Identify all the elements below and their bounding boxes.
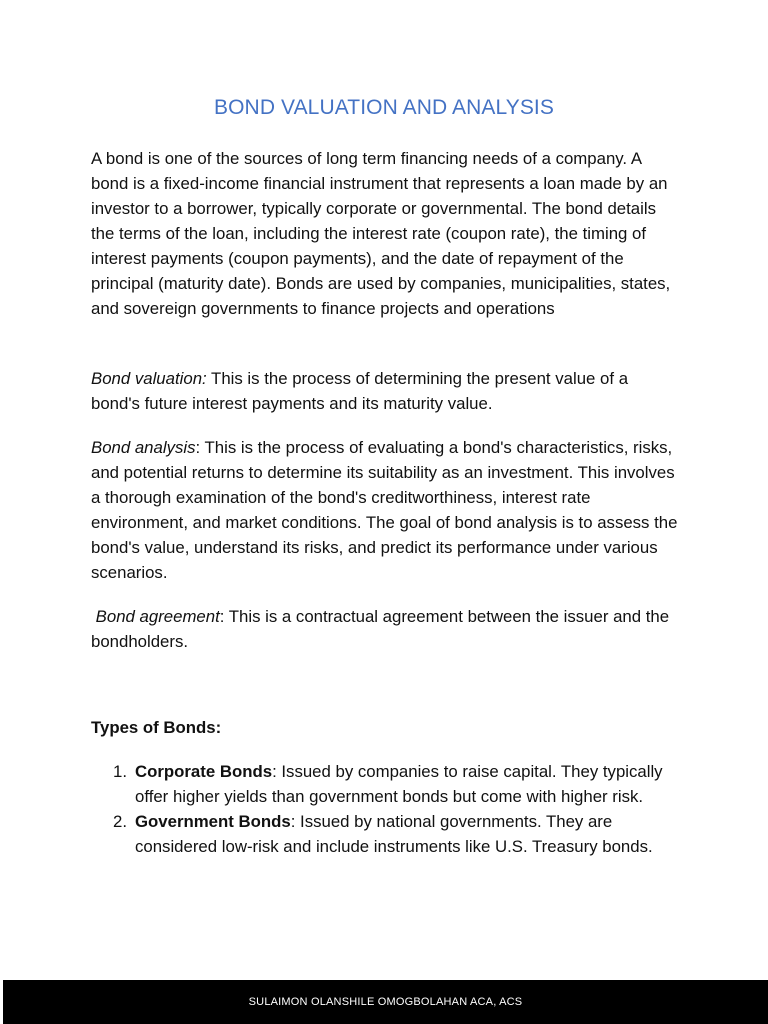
definition-term: Bond valuation: (91, 369, 207, 388)
footer-bar (3, 980, 768, 1024)
definition-text: This is the process of determining the present value of a bond's future interest payments and its maturity value. (91, 369, 629, 413)
page-title: BOND VALUATION AND ANALYSIS (214, 96, 554, 119)
definition-term: Bond agreement (95, 607, 220, 626)
bond-type-description: : Issued by companies to raise capital. They typically offer higher yields than government bonds but come with higher risk. (135, 762, 663, 806)
bond-type-name: Government Bonds (135, 812, 291, 831)
intro-paragraph (91, 146, 681, 321)
definition-bond-agreement (91, 604, 681, 654)
types-heading: Types of Bonds: (91, 718, 222, 737)
definition-bond-analysis (91, 435, 681, 585)
list-item (91, 809, 681, 859)
definition-bond-valuation (91, 366, 681, 416)
bond-type-name: Corporate Bonds (135, 762, 273, 781)
list-number: 2. (113, 812, 127, 831)
definition-text: : This is a contractual agreement between the issuer and the bondholders. (91, 607, 670, 651)
definition-text: : This is the process of evaluating a bond's characteristics, risks, and potential returns to determine its suitability as an investment. This involves a thorough examination of the bond's creditworthiness, interest rate environment, and market conditions. The goal of bond analysis is to assess the bond's value, understand its risks, and predict its performance under various scenarios. (91, 438, 678, 582)
bond-type-description: : Issued by national governments. They are considered low-risk and include instruments like U.S. Treasury bonds. (135, 812, 653, 856)
definition-term: Bond analysis (91, 438, 196, 457)
intro-text: A bond is one of the sources of long term financing needs of a company. A bond is a fixed-income financial instrument that represents a loan made by an investor to a borrower, typically corporate or governmental. The bond details the terms of the loan, including the interest rate (coupon rate), the timing of interest payments (coupon payments), and the date of repayment of the principal (maturity date). Bonds are used by companies, municipalities, states, and sovereign governments to finance projects and operations (91, 149, 671, 318)
bond-types-list (91, 759, 681, 859)
list-item (91, 759, 681, 809)
list-number: 1. (113, 762, 127, 781)
footer-author: SULAIMON OLANSHILE OMOGBOLAHAN ACA, ACS (248, 996, 523, 1008)
